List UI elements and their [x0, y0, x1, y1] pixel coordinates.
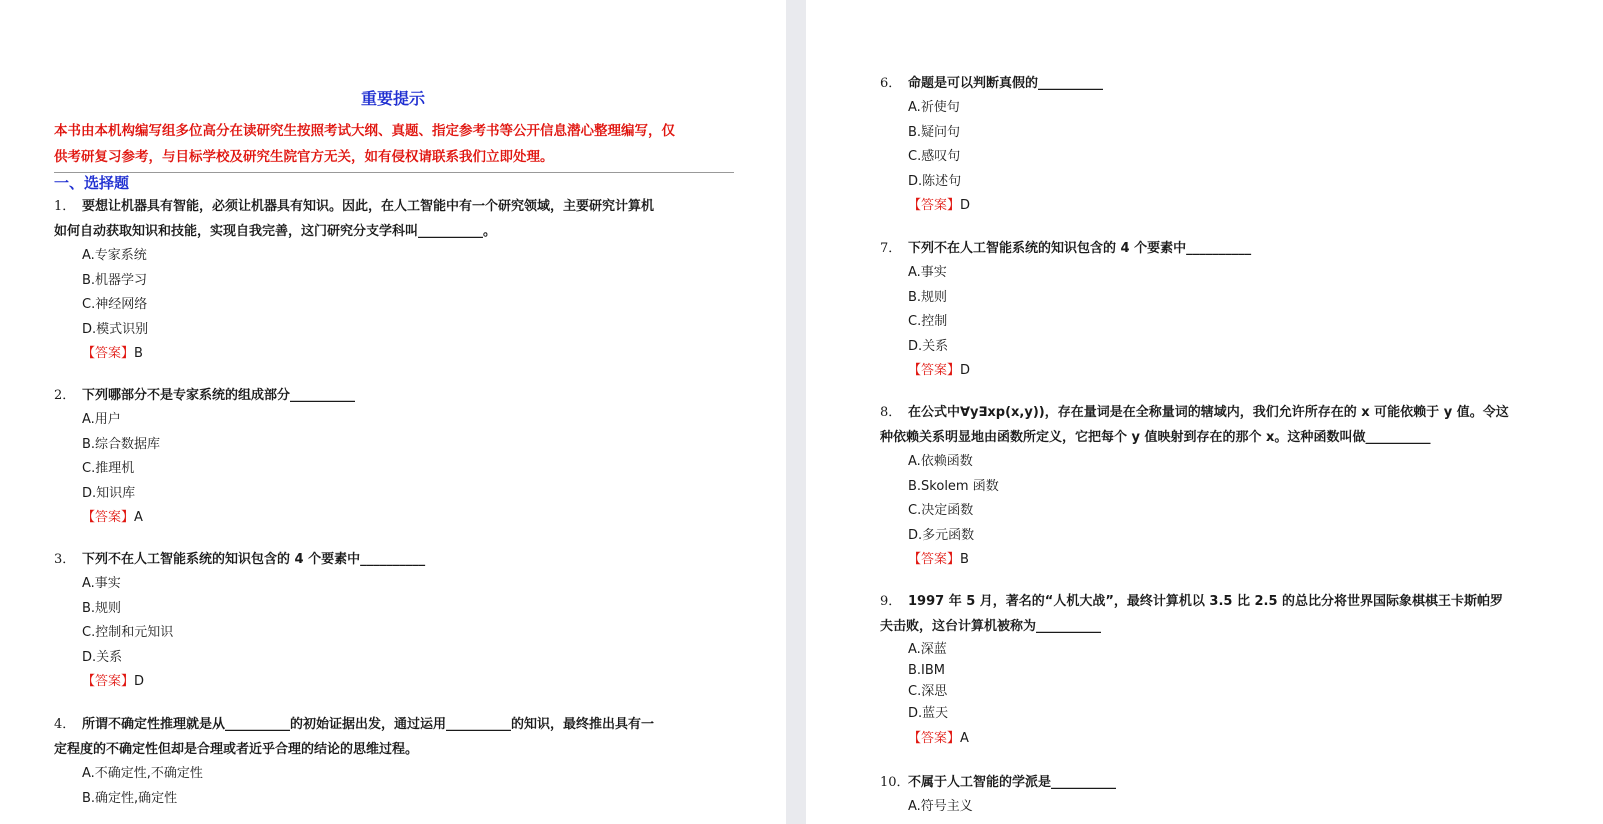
question-text-line: 命题是可以判断真假的__________ [908, 76, 1104, 91]
option: A.依赖函数 [908, 454, 973, 469]
answer-tag: 【答案】 [908, 552, 961, 568]
answer [880, 727, 1503, 752]
notice-line-2: 供考研复习参考，与目标学校及研究生院官方无关，如有侵权请联系我们立即处理。 [54, 149, 554, 165]
notice-text [54, 118, 734, 173]
question-stem [880, 236, 1251, 261]
question-8 [880, 400, 1509, 573]
question-text-line: 下列不在人工智能系统的知识包含的 4 个要素中__________ [82, 552, 426, 567]
question-3 [54, 547, 425, 695]
option: A.符号主义 [908, 799, 973, 814]
answer [54, 506, 355, 531]
option: D.关系 [82, 649, 123, 665]
document-page-right [806, 0, 1603, 824]
question-4 [54, 712, 654, 811]
question-stem [880, 400, 1509, 425]
question-number: 8． [880, 405, 902, 420]
answer-value: D [960, 363, 971, 379]
option: B.综合数据库 [82, 436, 161, 452]
question-text-line: 下列哪部分不是专家系统的组成部分__________ [82, 388, 356, 403]
question-number: 10． [880, 775, 910, 790]
answer-tag: 【答案】 [908, 198, 961, 214]
answer-tag: 【答案】 [908, 363, 961, 379]
option: B.规则 [82, 600, 122, 616]
option: B.Skolem 函数 [908, 478, 999, 494]
question-stem [54, 383, 355, 408]
option: D.蓝天 [908, 706, 949, 721]
question-stem [54, 712, 654, 737]
answer-tag: 【答案】 [82, 346, 135, 362]
question-stem [54, 194, 654, 219]
notice-title: 重要提示 [360, 89, 425, 108]
question-stem [880, 770, 1116, 795]
answer-value: D [134, 674, 145, 690]
option: C.神经网络 [82, 297, 148, 313]
option: A.深蓝 [908, 642, 947, 657]
question-10 [880, 770, 1116, 820]
option: B.IBM [908, 663, 946, 678]
option: A.事实 [82, 576, 121, 591]
question-number: 1． [54, 199, 76, 214]
question-number: 2． [54, 388, 76, 403]
answer [880, 359, 1251, 384]
document-page-left [0, 0, 786, 824]
answer-tag: 【答案】 [82, 674, 135, 690]
option: A.祈使句 [908, 100, 960, 115]
question-text-line: 夫击败，这台计算机被称为__________ [880, 619, 1102, 634]
option: B.机器学习 [82, 272, 148, 288]
answer [880, 194, 1103, 219]
question-text-line: 下列不在人工智能系统的知识包含的 4 个要素中__________ [908, 241, 1252, 256]
answer-value: A [134, 510, 143, 526]
option: A.事实 [908, 265, 947, 280]
question-number: 6． [880, 76, 902, 91]
option: B.确定性,确定性 [82, 790, 178, 806]
question-text-line: 种依赖关系明显地由函数所定义，它把每个 y 值映射到存在的那个 x。这种函数叫做__________ [880, 430, 1431, 445]
option: C.推理机 [82, 461, 135, 477]
notice-line-1: 本书由本机构编写组多位高分在读研究生按照考试大纲、真题、指定参考书等公开信息潜心整理编写，仅 [54, 123, 675, 139]
question-text-line: 在公式中∀y∃xp(x,y))，存在量词是在全称量词的辖域内，我们允许所存在的 x 可能依赖于 y 值。令这 [908, 405, 1509, 420]
answer-value: B [134, 346, 143, 362]
question-stem [880, 589, 1503, 614]
answer [54, 342, 654, 367]
option: B.规则 [908, 289, 948, 305]
option: B.疑问句 [908, 124, 961, 140]
option: C.感叹句 [908, 149, 961, 165]
option: C.决定函数 [908, 503, 974, 519]
option: D.多元函数 [908, 527, 975, 543]
question-text-line: 所谓不确定性推理就是从__________的初始证据出发，通过运用__________的知识，最终推出具有一 [82, 717, 655, 732]
option: C.深思 [908, 684, 948, 699]
question-text-line: 不属于人工智能的学派是__________ [908, 775, 1117, 790]
answer-value: A [960, 730, 969, 746]
question-text-line: 如何自动获取知识和技能，实现自我完善，这门研究分支学科叫__________。 [54, 224, 497, 239]
question-text-line: 1997 年 5 月，著名的“人机大战”，最终计算机以 3.5 比 2.5 的总比分将世界国际象棋棋王卡斯帕罗 [908, 594, 1504, 609]
option: D.关系 [908, 338, 949, 354]
option: C.控制和元知识 [82, 625, 174, 641]
question-stem [54, 547, 425, 572]
answer-value: D [960, 198, 971, 214]
option: D.模式识别 [82, 321, 149, 337]
answer-tag: 【答案】 [82, 510, 135, 526]
question-number: 3． [54, 552, 76, 567]
answer-tag: 【答案】 [908, 730, 961, 746]
answer-value: B [960, 552, 969, 568]
question-6 [880, 71, 1103, 219]
option: D.陈述句 [908, 173, 962, 189]
answer [54, 670, 425, 695]
option: A.用户 [82, 412, 121, 427]
answer [880, 548, 1509, 573]
question-1 [54, 194, 654, 367]
question-text-line: 要想让机器具有智能，必须让机器具有知识。因此，在人工智能中有一个研究领域，主要研究计算机 [82, 199, 655, 214]
question-stem [880, 71, 1103, 96]
section-title: 一、选择题 [54, 174, 130, 192]
question-number: 9． [880, 594, 902, 609]
option: C.控制 [908, 314, 948, 330]
question-number: 4． [54, 717, 76, 732]
option: D.知识库 [82, 485, 136, 501]
question-2 [54, 383, 355, 531]
option: A.专家系统 [82, 248, 147, 263]
question-text-line: 定程度的不确定性但却是合理或者近乎合理的结论的思维过程。 [54, 742, 419, 757]
question-number: 7． [880, 241, 902, 256]
option: A.不确定性,不确定性 [82, 766, 203, 781]
question-9 [880, 589, 1503, 751]
question-7 [880, 236, 1251, 384]
